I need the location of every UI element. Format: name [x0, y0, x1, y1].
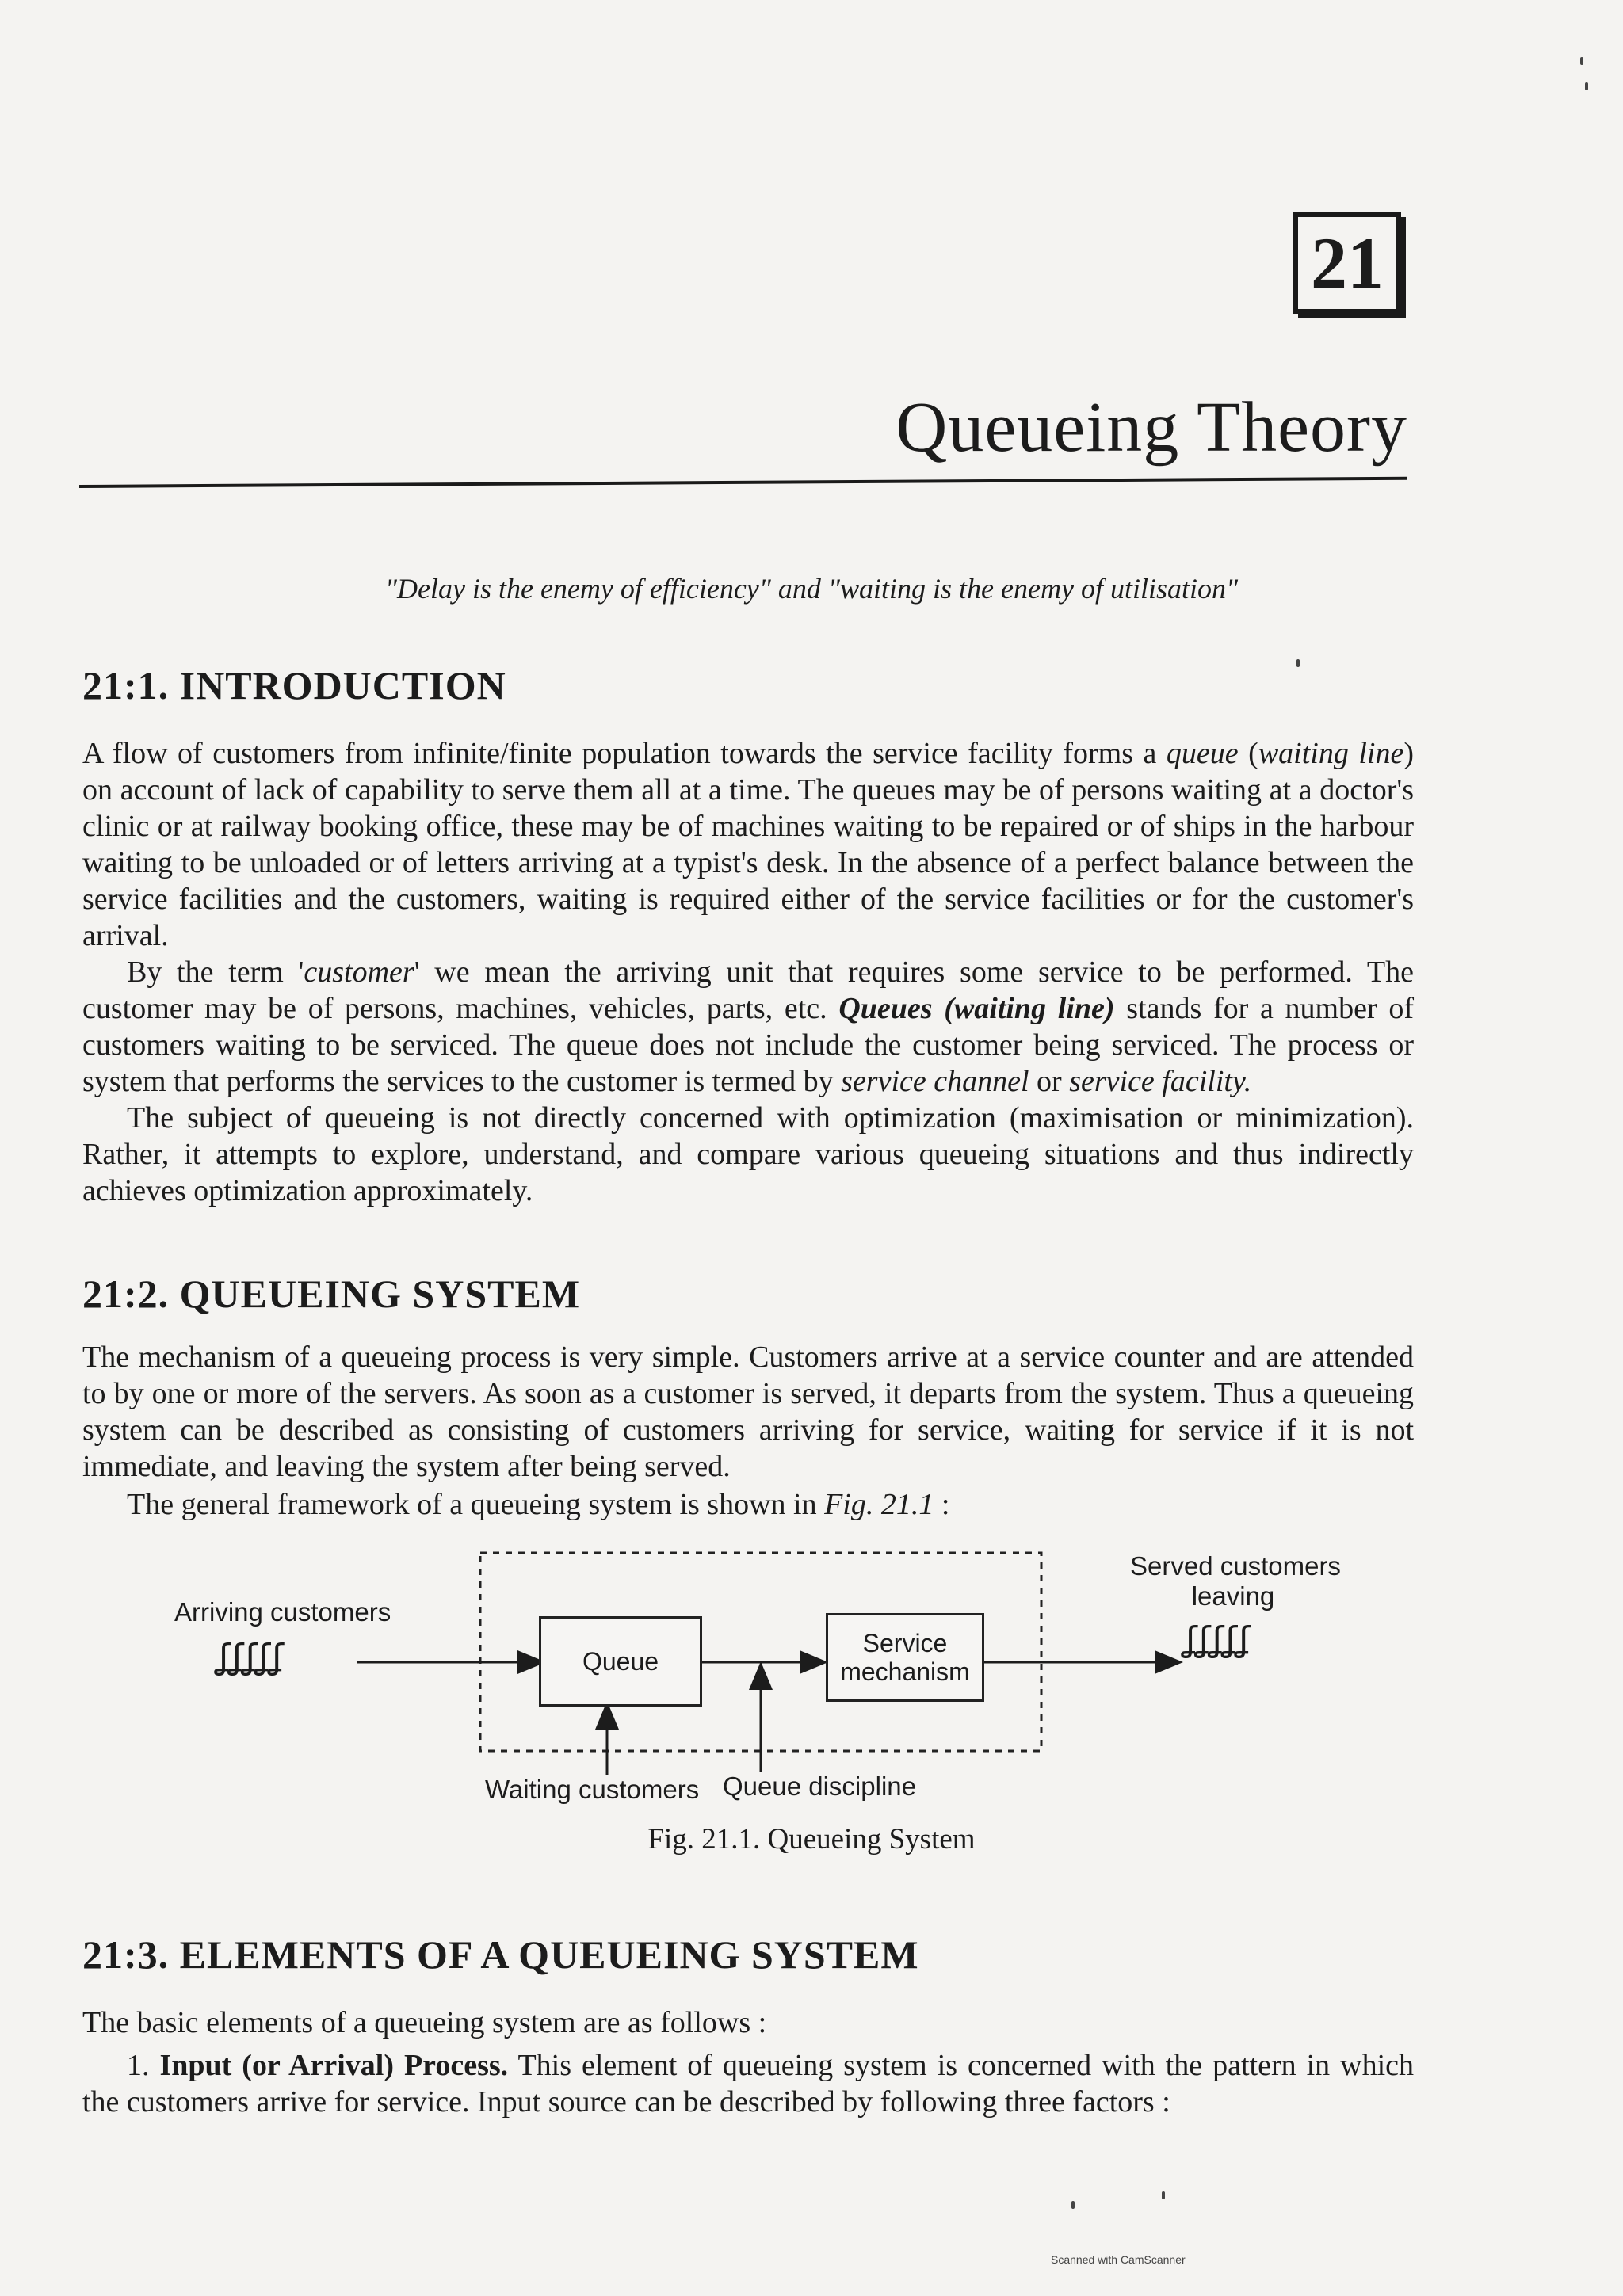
arriving-people-icon: ʆʆʆʆʆ — [219, 1637, 285, 1677]
scan-speck — [1296, 659, 1300, 667]
queue-discipline-label: Queue discipline — [723, 1772, 916, 1801]
leaving-people-icon: ʆʆʆʆʆ — [1186, 1619, 1252, 1660]
queueing-system-diagram — [0, 1537, 1623, 1822]
elements-paragraph-1: The basic elements of a queueing system are as follows : — [82, 2006, 767, 2039]
chapter-title: Queueing Theory — [896, 388, 1407, 467]
elements-paragraph-2: 1. Input (or Arrival) Process. This element of queueing system is concerned with the pattern in which the customers arrive for service. Input source can be described by following three factors : — [82, 2049, 1414, 2119]
arriving-customers-label: Arriving customers — [174, 1597, 391, 1627]
section-heading-introduction: 21:1. INTRODUCTION — [82, 663, 506, 707]
service-label-line1: Service — [862, 1629, 948, 1657]
waiting-customers-label: Waiting customers — [485, 1775, 700, 1804]
queue-box — [539, 1616, 702, 1707]
system-paragraph-2: The general framework of a queueing system is shown in Fig. 21.1 : — [127, 1488, 950, 1521]
scan-speck — [1162, 2191, 1165, 2199]
scan-speck — [1071, 2201, 1075, 2209]
chapter-number: 21 — [1311, 223, 1384, 303]
section-heading-elements: 21:3. ELEMENTS OF A QUEUEING SYSTEM — [82, 1932, 919, 1977]
queue-label: Queue — [582, 1647, 659, 1676]
figure-caption: Fig. 21.1. Queueing System — [647, 1823, 976, 1855]
service-label-line2: mechanism — [840, 1657, 970, 1686]
section-heading-queueing-system: 21:2. QUEUEING SYSTEM — [82, 1272, 581, 1316]
title-rule — [79, 477, 1407, 488]
scan-speck — [1585, 82, 1588, 90]
service-mechanism-box — [826, 1613, 984, 1702]
intro-paragraph-2: By the term 'customer' we mean the arriving unit that requires some service to be performed. The customer may be of persons, machines, vehicles, parts, etc. Queues (waiting line) stands for a number of customers waiting to be serviced. The queue does not include the customer being serviced. The process or system that performs the services to the customer is termed by service channel or service facility. — [82, 955, 1414, 1098]
chapter-number-box — [1293, 212, 1401, 314]
served-customers-label: Served customers leaving — [1130, 1551, 1341, 1611]
intro-paragraph-1: A flow of customers from infinite/finite population towards the service facility forms a queue (waiting line) on account of lack of capability to serve them all at a time. The queues may be of persons waiting at a doctor's clinic or at railway booking office, these may be of machines waiting to be repaired or of ships in the harbour waiting to be unloaded or of letters arriving at a typist's desk. In the absence of a perfect balance between the service facilities and the customers, waiting is required either of the service facilities or for the customer's arrival. — [82, 737, 1415, 952]
scan-speck — [1580, 57, 1583, 65]
intro-paragraph-3: The subject of queueing is not directly concerned with optimization (maximisation or minimization). Rather, it attempts to explore, understand, and compare various queueing situations and thus indirectly achieves optimization approximately. — [82, 1101, 1414, 1207]
epigraph: "Delay is the enemy of efficiency" and "waiting is the enemy of utilisation" — [384, 573, 1239, 605]
system-paragraph-1: The mechanism of a queueing process is very simple. Customers arrive at a service counter and are attended to by one or more of the servers. As soon as a customer is served, it departs from the system. Thus a queueing system can be described as consisting of customers arriving for service, waiting for service if it is not immediate, and leaving the system after being served. — [82, 1341, 1414, 1483]
scanner-watermark: Scanned with CamScanner — [1051, 2253, 1186, 2266]
